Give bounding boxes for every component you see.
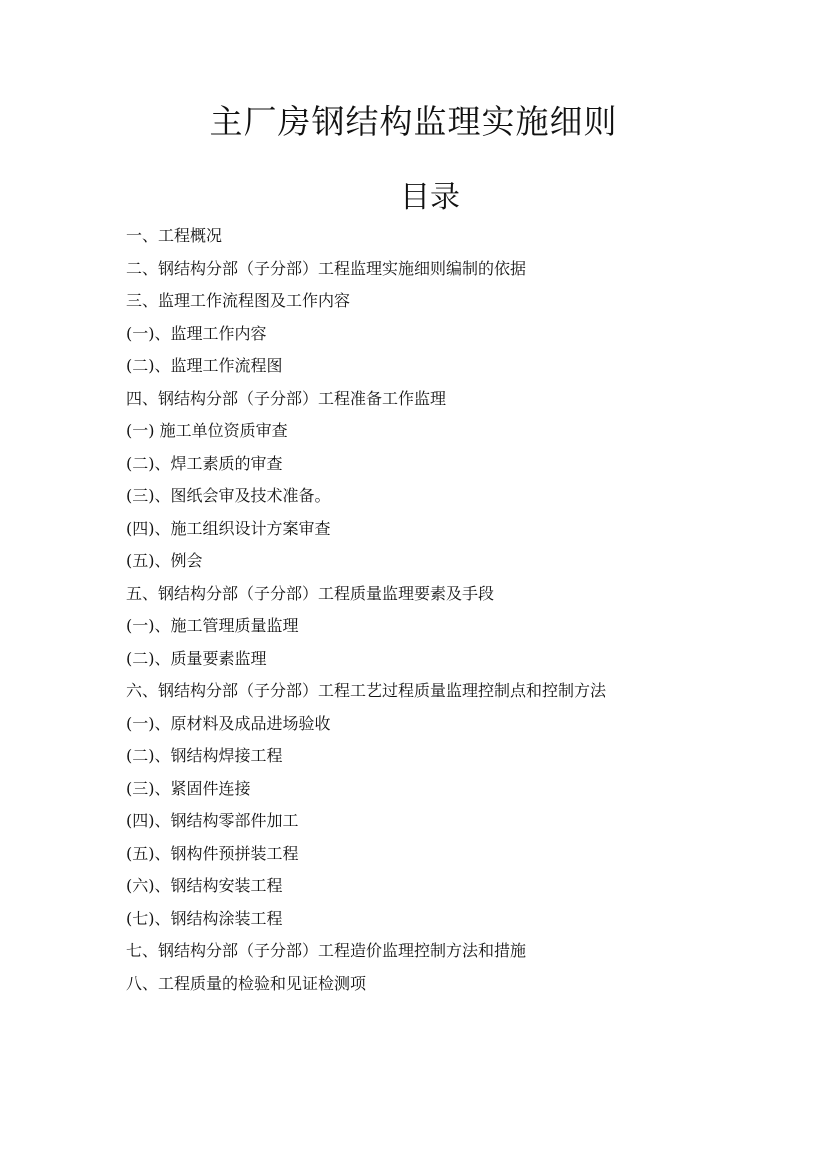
toc-item: 四、钢结构分部（子分部）工程准备工作监理 (126, 388, 447, 408)
toc-item: (四)、钢结构零部件加工 (126, 811, 299, 830)
toc-item: (四)、施工组织设计方案审查 (126, 518, 331, 538)
toc-heading: 目录 (400, 180, 460, 215)
toc-item: (一)、原材料及成品进场验收 (126, 713, 331, 733)
toc-item: 三、监理工作流程图及工作内容 (126, 291, 351, 310)
toc-item: 五、钢结构分部（子分部）工程质量监理要素及手段 (126, 583, 495, 603)
document-title: 主厂房钢结构监理实施细则 (209, 102, 618, 141)
toc-item: 七、钢结构分部（子分部）工程造价监理控制方法和措施 (126, 941, 527, 960)
toc-item: (三)、紧固件连接 (126, 778, 251, 798)
toc-item: (三)、图纸会审及技术准备。 (126, 486, 331, 505)
toc-item: (一) 施工单位资质审查 (126, 421, 288, 440)
toc-item: (一)、监理工作内容 (126, 323, 267, 343)
toc-item: 六、钢结构分部（子分部）工程工艺过程质量监理控制点和控制方法 (126, 681, 607, 700)
toc-item: 一、工程概况 (126, 226, 223, 245)
toc-item: (二)、质量要素监理 (126, 648, 267, 668)
toc-item: (二)、焊工素质的审查 (126, 453, 283, 473)
toc-item: (一)、施工管理质量监理 (126, 616, 299, 635)
toc-item: (五)、例会 (126, 551, 203, 570)
toc-item: (五)、钢构件预拼装工程 (126, 843, 299, 863)
toc-item: (二)、监理工作流程图 (126, 356, 283, 375)
toc-item: (六)、钢结构安装工程 (126, 876, 283, 895)
toc-item: (二)、钢结构焊接工程 (126, 746, 283, 765)
toc-item: (七)、钢结构涂装工程 (126, 908, 283, 928)
toc-item: 八、工程质量的检验和见证检测项 (126, 973, 367, 993)
table-of-contents (126, 222, 786, 1002)
toc-item: 二、钢结构分部（子分部）工程监理实施细则编制的依据 (126, 258, 527, 278)
